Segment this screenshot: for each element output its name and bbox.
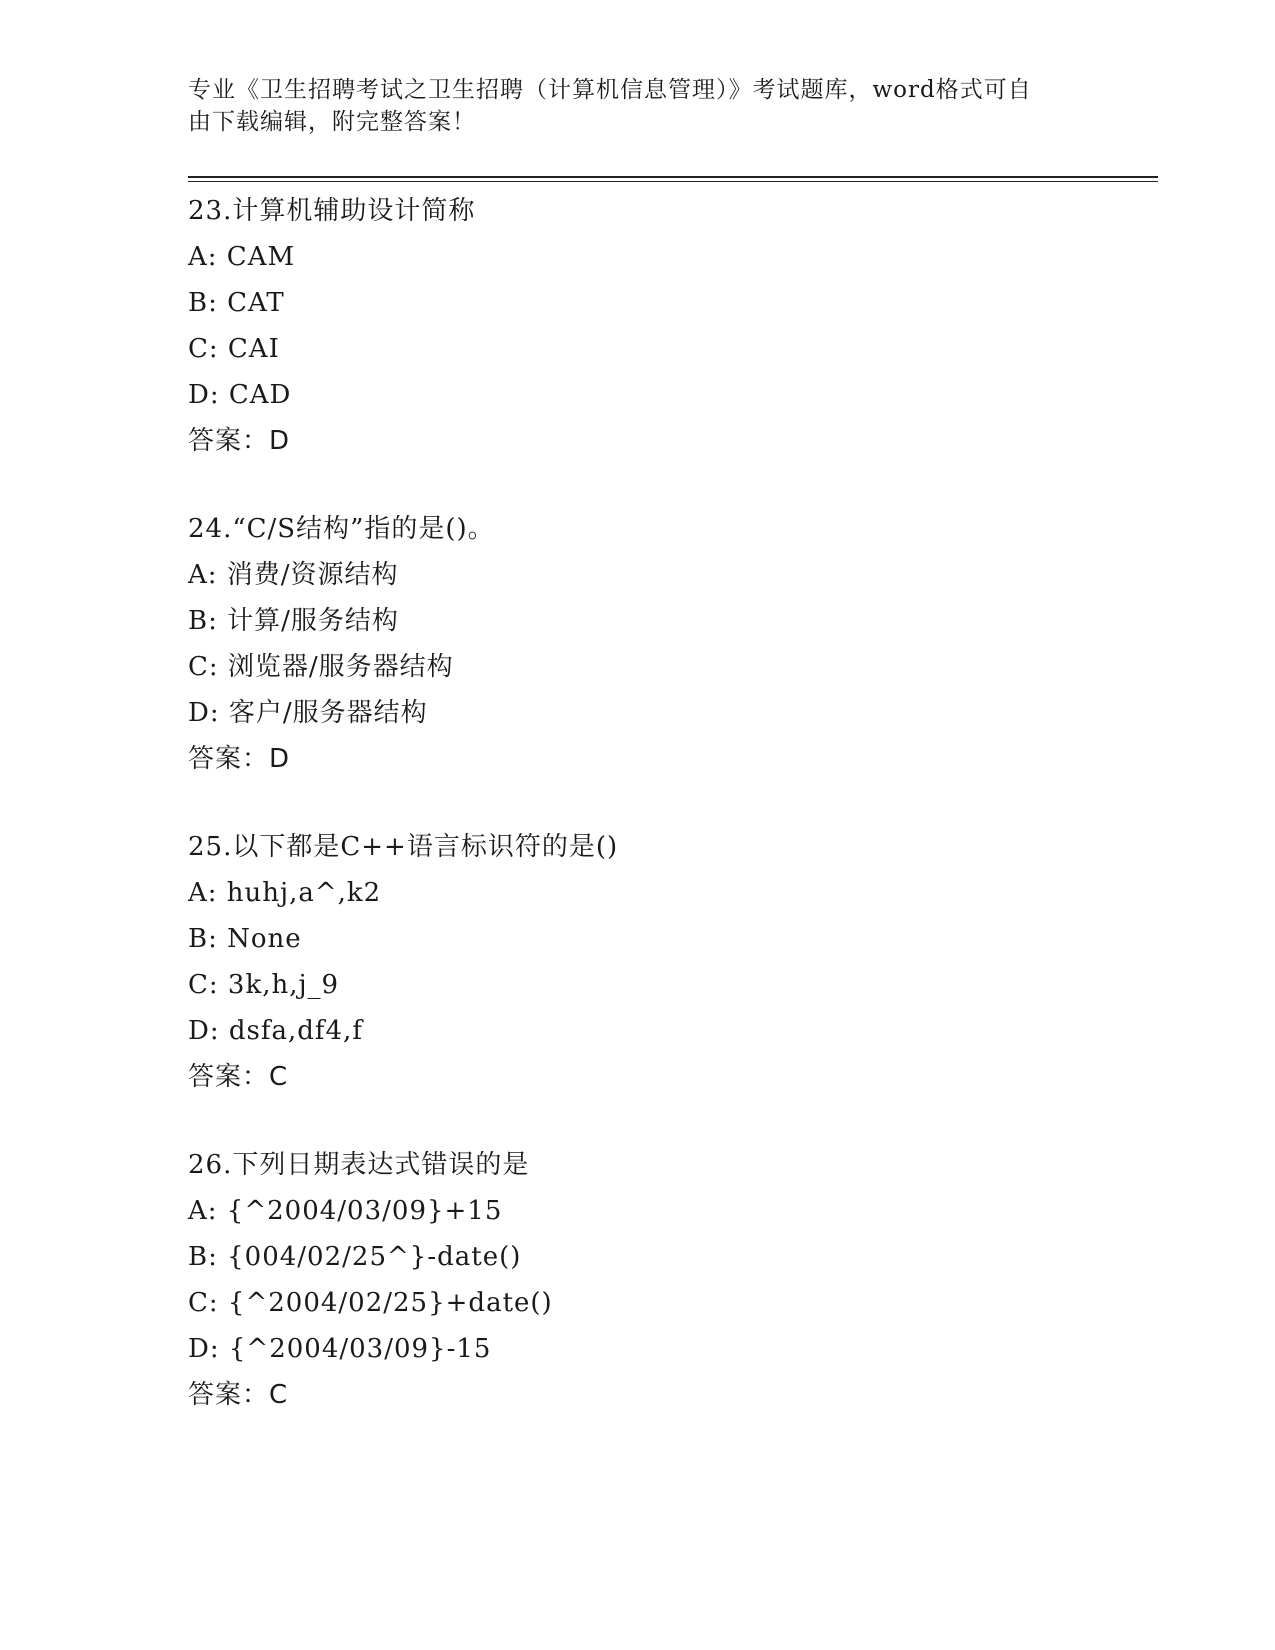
option-d: D: dsfa,df4,f	[188, 1016, 363, 1046]
answer-line: 答案：D	[188, 744, 291, 774]
answer-line: 答案：D	[188, 426, 291, 456]
question-24	[188, 506, 1148, 782]
option-c: C: 3k,h,j_9	[188, 970, 340, 1000]
header-line-1: 专业《卫生招聘考试之卫生招聘（计算机信息管理）》考试题库，word格式可自	[188, 77, 1032, 103]
option-b: B: None	[188, 924, 302, 954]
option-b: B: CAT	[188, 288, 285, 318]
option-b: B: {004/02/25^}-date()	[188, 1242, 522, 1272]
question-list	[188, 188, 1148, 1460]
option-c: C: 浏览器/服务器结构	[188, 652, 454, 682]
option-a: A: huhj,a^,k2	[188, 878, 382, 908]
option-c: C: {^2004/02/25}+date()	[188, 1288, 553, 1318]
document-header	[188, 74, 1088, 138]
header-divider-thin	[188, 181, 1158, 182]
option-c: C: CAI	[188, 334, 280, 364]
option-d: D: CAD	[188, 380, 292, 410]
option-d: D: 客户/服务器结构	[188, 698, 428, 728]
question-title: 26.下列日期表达式错误的是	[188, 1150, 530, 1180]
question-title: 23.计算机辅助设计简称	[188, 196, 476, 226]
answer-line: 答案：C	[188, 1380, 289, 1410]
option-d: D: {^2004/03/09}-15	[188, 1334, 492, 1364]
header-divider-thick	[188, 176, 1158, 178]
header-line-2: 由下载编辑，附完整答案！	[188, 109, 476, 135]
option-b: B: 计算/服务结构	[188, 606, 399, 636]
question-23	[188, 188, 1148, 464]
answer-line: 答案：C	[188, 1062, 289, 1092]
question-title: 24.“C/S结构”指的是()。	[188, 514, 495, 544]
question-25	[188, 824, 1148, 1100]
question-26	[188, 1142, 1148, 1418]
option-a: A: 消费/资源结构	[188, 560, 399, 590]
question-title: 25.以下都是C++语言标识符的是()	[188, 832, 619, 862]
option-a: A: CAM	[188, 242, 296, 272]
option-a: A: {^2004/03/09}+15	[188, 1196, 503, 1226]
